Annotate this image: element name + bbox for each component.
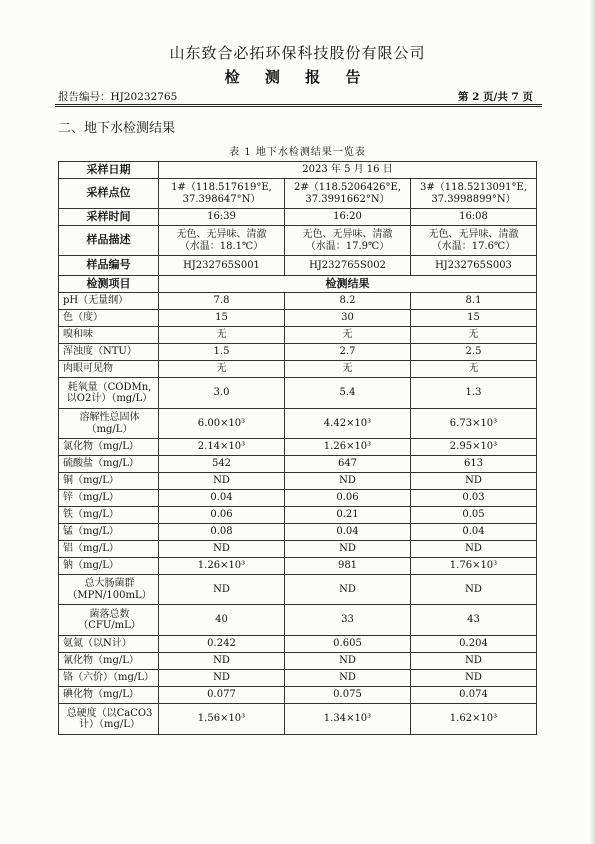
result-row bbox=[59, 344, 537, 361]
cell-line: （MPN/100mL） bbox=[67, 589, 152, 601]
result-value: 15 bbox=[411, 310, 537, 327]
cell-line: 计）（mg/L） bbox=[79, 719, 140, 730]
result-value: 0.605 bbox=[285, 636, 411, 653]
info-value bbox=[411, 256, 537, 276]
info-value bbox=[159, 209, 285, 226]
info-value bbox=[411, 209, 537, 226]
result-row bbox=[59, 310, 537, 327]
result-value: ND bbox=[159, 653, 285, 670]
cell-line: 2#（118.5206426°E, bbox=[293, 182, 402, 193]
cell-line: 嗅和味 bbox=[63, 329, 93, 341]
report-number-label: 报告编号： bbox=[58, 91, 111, 103]
result-value: 647 bbox=[285, 456, 411, 473]
result-value: 0.08 bbox=[159, 524, 285, 541]
result-row bbox=[59, 490, 537, 507]
parameter-label bbox=[59, 575, 159, 605]
info-label: 采样点位 bbox=[59, 179, 159, 209]
result-value: 2.14×10³ bbox=[159, 439, 285, 456]
result-value: 15 bbox=[159, 310, 285, 327]
result-value: 0.21 bbox=[285, 507, 411, 524]
result-value: 无 bbox=[159, 327, 285, 344]
results-table-body bbox=[59, 162, 537, 735]
section-title: 二、地下水检测结果 bbox=[58, 121, 176, 136]
result-header-span: 检测结果 bbox=[159, 276, 537, 293]
results-table bbox=[58, 161, 537, 735]
cell-line: （CFU/mL） bbox=[78, 620, 141, 631]
result-row bbox=[59, 636, 537, 653]
cell-line: 37.3998899°N） bbox=[431, 193, 516, 205]
cell-line: 铜（mg/L） bbox=[63, 475, 119, 487]
parameter-label bbox=[59, 558, 159, 575]
result-value: ND bbox=[411, 473, 537, 490]
result-value: 0.03 bbox=[411, 490, 537, 507]
result-value: 5.4 bbox=[285, 378, 411, 409]
result-row bbox=[59, 558, 537, 575]
result-value: ND bbox=[285, 541, 411, 558]
result-value: ND bbox=[159, 541, 285, 558]
cell-line: 16:08 bbox=[459, 211, 488, 223]
result-value: 0.074 bbox=[411, 687, 537, 704]
result-value: 1.26×10³ bbox=[285, 439, 411, 456]
parameter-label bbox=[59, 524, 159, 541]
result-value: ND bbox=[159, 473, 285, 490]
parameter-label bbox=[59, 704, 159, 735]
cell-line: 铁（mg/L） bbox=[63, 509, 119, 521]
result-value: 981 bbox=[285, 558, 411, 575]
parameter-label bbox=[59, 653, 159, 670]
result-row bbox=[59, 541, 537, 558]
result-row bbox=[59, 327, 537, 344]
result-value: ND bbox=[411, 653, 537, 670]
scan-edge-shadow bbox=[589, 0, 595, 844]
result-value: 1.62×10³ bbox=[411, 704, 537, 735]
info-value bbox=[285, 179, 411, 209]
result-row bbox=[59, 524, 537, 541]
result-value: 43 bbox=[411, 605, 537, 636]
result-row bbox=[59, 473, 537, 490]
result-value: 6.73×10³ bbox=[411, 409, 537, 439]
parameter-label bbox=[59, 310, 159, 327]
header-rule-top bbox=[55, 104, 542, 105]
parameter-label bbox=[59, 490, 159, 507]
cell-line: 总硬度（以CaCO3 bbox=[66, 707, 153, 719]
info-row bbox=[59, 179, 537, 209]
info-value bbox=[159, 256, 285, 276]
result-value: ND bbox=[411, 541, 537, 558]
company-name: 山东致合必拓环保科技股份有限公司 bbox=[169, 44, 426, 62]
cell-line: 37.3991662°N） bbox=[305, 193, 390, 205]
info-span-value: 2023 年 5 月 16 日 bbox=[159, 162, 537, 179]
result-value: 0.04 bbox=[411, 524, 537, 541]
cell-line: 耗氧量（CODMn, bbox=[67, 381, 152, 393]
info-label: 样品描述 bbox=[59, 226, 159, 256]
info-row bbox=[59, 209, 537, 226]
result-value: 0.05 bbox=[411, 507, 537, 524]
result-value: ND bbox=[159, 670, 285, 687]
parameter-label bbox=[59, 541, 159, 558]
parameter-label bbox=[59, 361, 159, 378]
cell-line: 溶解性总固体 bbox=[79, 412, 140, 423]
parameter-label bbox=[59, 409, 159, 439]
result-value: 0.204 bbox=[411, 636, 537, 653]
info-label: 样品编号 bbox=[59, 256, 159, 276]
cell-line: 色（度） bbox=[63, 312, 103, 324]
info-value bbox=[285, 226, 411, 256]
result-row bbox=[59, 439, 537, 456]
result-row bbox=[59, 507, 537, 524]
result-value: 0.06 bbox=[285, 490, 411, 507]
cell-line: 16:39 bbox=[207, 211, 236, 223]
page-indicator: 第 2 页/共 7 页 bbox=[457, 91, 533, 103]
result-value: 7.8 bbox=[159, 293, 285, 310]
result-row bbox=[59, 704, 537, 735]
cell-line: （水温：17.6℃） bbox=[431, 240, 516, 252]
result-value: ND bbox=[285, 575, 411, 605]
result-value: 0.077 bbox=[159, 687, 285, 704]
result-value: ND bbox=[285, 473, 411, 490]
cell-line: 16:20 bbox=[333, 211, 362, 223]
cell-line: 碘化物（mg/L） bbox=[63, 689, 139, 701]
cell-line: 铬（六价）（mg/L） bbox=[63, 672, 154, 684]
cell-line: 1#（118.517619°E, bbox=[171, 182, 272, 193]
result-header-row bbox=[59, 276, 537, 293]
result-value: 6.00×10³ bbox=[159, 409, 285, 439]
cell-line: HJ232765S001 bbox=[183, 259, 260, 271]
table-caption: 表 1 地下水检测结果一览表 bbox=[229, 147, 366, 158]
cell-line: 硫酸盐（mg/L） bbox=[63, 458, 139, 470]
result-row bbox=[59, 293, 537, 310]
cell-line: 氯化物（mg/L） bbox=[63, 441, 139, 453]
info-value bbox=[411, 226, 537, 256]
cell-line: 菌落总数 bbox=[89, 608, 130, 620]
result-value: 3.0 bbox=[159, 378, 285, 409]
result-value: ND bbox=[411, 575, 537, 605]
cell-line: （水温：17.9℃） bbox=[305, 240, 390, 252]
result-value: 1.56×10³ bbox=[159, 704, 285, 735]
cell-line: pH（无量纲） bbox=[63, 295, 129, 307]
cell-line: （mg/L） bbox=[86, 423, 133, 435]
cell-line: 总大肠菌群 bbox=[84, 578, 135, 589]
result-value: 0.06 bbox=[159, 507, 285, 524]
cell-line: 氰化物（mg/L） bbox=[63, 655, 139, 667]
info-value bbox=[285, 256, 411, 276]
result-value: ND bbox=[411, 670, 537, 687]
result-row bbox=[59, 653, 537, 670]
cell-line: 氨氮（以N计） bbox=[63, 638, 132, 650]
result-value: 2.7 bbox=[285, 344, 411, 361]
parameter-label bbox=[59, 439, 159, 456]
info-row bbox=[59, 256, 537, 276]
result-value: 2.5 bbox=[411, 344, 537, 361]
result-value: 无 bbox=[285, 361, 411, 378]
cell-line: 浑浊度（NTU） bbox=[63, 346, 137, 358]
parameter-label bbox=[59, 327, 159, 344]
result-value: 33 bbox=[285, 605, 411, 636]
parameter-label bbox=[59, 456, 159, 473]
report-number-value: HJ20232765 bbox=[110, 91, 178, 103]
info-value bbox=[159, 226, 285, 256]
info-label: 采样日期 bbox=[59, 162, 159, 179]
parameter-label bbox=[59, 605, 159, 636]
result-row bbox=[59, 670, 537, 687]
result-row bbox=[59, 378, 537, 409]
cell-line: 37.398647°N） bbox=[182, 193, 261, 205]
parameter-label bbox=[59, 670, 159, 687]
parameter-label bbox=[59, 293, 159, 310]
result-value: 1.5 bbox=[159, 344, 285, 361]
info-value bbox=[285, 209, 411, 226]
info-row bbox=[59, 226, 537, 256]
result-value: 0.04 bbox=[159, 490, 285, 507]
header-rule-bottom bbox=[55, 106, 542, 107]
result-value: ND bbox=[159, 575, 285, 605]
result-value: 613 bbox=[411, 456, 537, 473]
cell-line: 锌（mg/L） bbox=[63, 492, 119, 504]
result-row bbox=[59, 456, 537, 473]
cell-line: 无色、无异味、清澈 bbox=[428, 229, 519, 240]
cell-line: HJ232765S003 bbox=[435, 259, 512, 271]
info-label: 采样时间 bbox=[59, 209, 159, 226]
result-value: 1.3 bbox=[411, 378, 537, 409]
result-value: ND bbox=[285, 670, 411, 687]
result-value: 1.26×10³ bbox=[159, 558, 285, 575]
parameter-label bbox=[59, 507, 159, 524]
result-value: 8.1 bbox=[411, 293, 537, 310]
cell-line: 以O2计）（mg/L） bbox=[66, 393, 153, 404]
result-value: 40 bbox=[159, 605, 285, 636]
info-row bbox=[59, 162, 537, 179]
result-row bbox=[59, 605, 537, 636]
report-title: 检 测 报 告 bbox=[224, 68, 371, 86]
result-value: 542 bbox=[159, 456, 285, 473]
cell-line: 3#（118.5213091°E, bbox=[419, 182, 528, 193]
parameter-label bbox=[59, 378, 159, 409]
parameter-label bbox=[59, 473, 159, 490]
info-value bbox=[159, 179, 285, 209]
cell-line: 锰（mg/L） bbox=[63, 526, 119, 538]
cell-line: 无色、无异味、清澈 bbox=[176, 229, 267, 240]
cell-line: 无色、无异味、清澈 bbox=[302, 229, 393, 240]
cell-line: 肉眼可见物 bbox=[63, 363, 113, 375]
result-row bbox=[59, 409, 537, 439]
result-value: 无 bbox=[159, 361, 285, 378]
parameter-label bbox=[59, 687, 159, 704]
info-value bbox=[411, 179, 537, 209]
result-header-label: 检测项目 bbox=[59, 276, 159, 293]
cell-line: 铝（mg/L） bbox=[63, 543, 119, 555]
parameter-label bbox=[59, 636, 159, 653]
result-value: 无 bbox=[285, 327, 411, 344]
result-row bbox=[59, 575, 537, 605]
result-value: ND bbox=[285, 653, 411, 670]
result-value: 0.242 bbox=[159, 636, 285, 653]
cell-line: （水温：18.1℃） bbox=[179, 240, 264, 252]
parameter-label bbox=[59, 344, 159, 361]
result-value: 1.76×10³ bbox=[411, 558, 537, 575]
result-value: 0.04 bbox=[285, 524, 411, 541]
cell-line: 钠（mg/L） bbox=[63, 560, 119, 572]
result-value: 8.2 bbox=[285, 293, 411, 310]
result-value: 0.075 bbox=[285, 687, 411, 704]
result-value: 30 bbox=[285, 310, 411, 327]
cell-line: HJ232765S002 bbox=[309, 259, 386, 271]
result-value: 4.42×10³ bbox=[285, 409, 411, 439]
result-row bbox=[59, 687, 537, 704]
result-row bbox=[59, 361, 537, 378]
report-number bbox=[58, 89, 177, 104]
result-value: 无 bbox=[411, 327, 537, 344]
result-value: 无 bbox=[411, 361, 537, 378]
result-value: 2.95×10³ bbox=[411, 439, 537, 456]
result-value: 1.34×10³ bbox=[285, 704, 411, 735]
